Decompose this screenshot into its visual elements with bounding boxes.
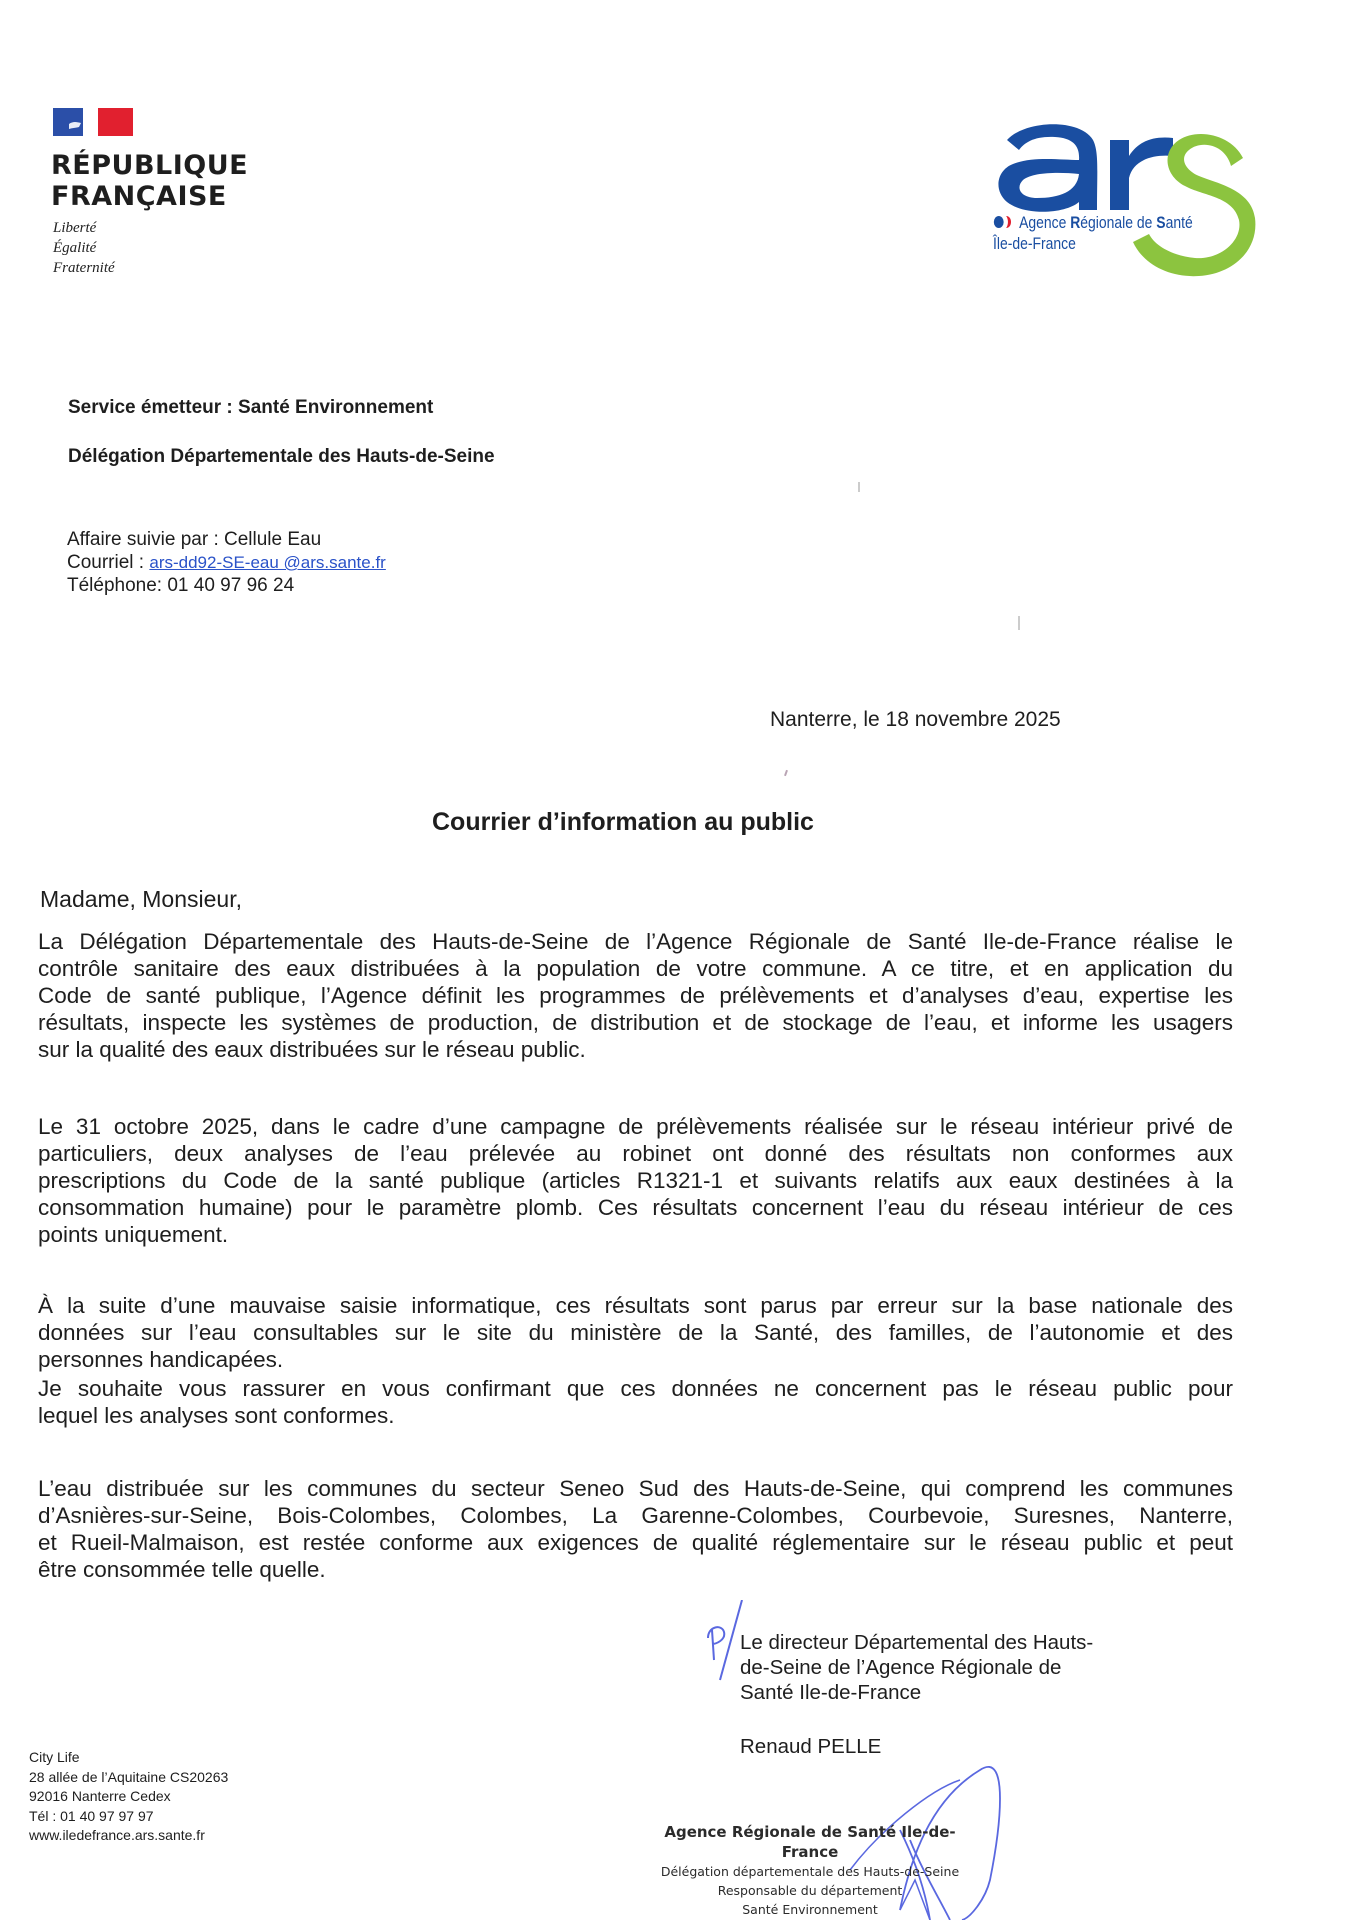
paragraph-5 (38, 1475, 1233, 1583)
text-line: données sur l’eau consultables sur le site du ministère de la Santé, des familles, de l’autonomie et des (38, 1320, 1233, 1345)
ars-agency-name: Agence Régionale de Santé Île-de-France (993, 213, 1193, 253)
motto-liberte: Liberté (53, 220, 97, 236)
text-line: Je souhaite vous rassurer en vous confirmant que ces données ne concernent pas le réseau public pour (38, 1376, 1233, 1401)
footer-line: 92016 Nanterre Cedex (29, 1788, 171, 1804)
signatory-title (740, 1630, 1093, 1705)
email-line (67, 551, 386, 574)
text-line: La Délégation Départementale des Hauts-de-Seine de l’Agence Régionale de Santé Ile-de-France réalise le (38, 929, 1233, 954)
republique-francaise-logo (51, 150, 248, 212)
text-line: être consommée telle quelle. (38, 1557, 326, 1582)
stamp-line: Délégation départementale des Hauts-de-Seine (660, 1864, 960, 1879)
text-line: L’eau distribuée sur les communes du secteur Seneo Sud des Hauts-de-Seine, qui comprend les communes (38, 1476, 1233, 1501)
service-emetteur: Service émetteur : Santé Environnement (68, 397, 434, 418)
stamp-line: Responsable du département (717, 1883, 903, 1898)
text-line: et Rueil-Malmaison, est restée conforme aux exigences de qualité réglementaire sur le réseau public et peut (38, 1530, 1233, 1555)
scan-artifact (784, 770, 788, 776)
salutation: Madame, Monsieur, (40, 886, 242, 912)
footer-address (29, 1748, 228, 1846)
footer-website[interactable]: www.iledefrance.ars.sante.fr (29, 1827, 205, 1843)
ars-region: Île-de-France (993, 234, 1076, 253)
rf-line2: FRANÇAISE (51, 181, 227, 212)
stamp-line: Agence Régionale de Santé Ile-de-France (664, 1823, 956, 1861)
footer-line: Tél : 01 40 97 97 97 (29, 1807, 154, 1824)
text-line: personnes handicapées. (38, 1347, 284, 1372)
official-stamp (640, 1822, 980, 1919)
text-line: particuliers, deux analyses de l’eau prélevée au robinet ont donné des résultats non conformes aux (38, 1141, 1233, 1166)
email-label: Courriel : (67, 552, 150, 573)
ars-dots-icon (993, 215, 1016, 229)
scan-artifact (858, 482, 860, 492)
text-line: prescriptions du Code de la santé publique (articles R1321-1 et suivants relatifs aux eaux destinées à la (38, 1168, 1233, 1193)
paragraph-3 (38, 1292, 1233, 1373)
signatory-title-line: de-Seine de l’Agence Régionale de (740, 1656, 1062, 1679)
motto-fraternite: Fraternité (53, 260, 115, 276)
text-line: sur la qualité des eaux distribuées sur le réseau public. (38, 1037, 586, 1062)
paragraph-1 (38, 928, 1233, 1063)
phone: Téléphone: 01 40 97 96 24 (67, 575, 295, 596)
text-line: d’Asnières-sur-Seine, Bois-Colombes, Colombes, La Garenne-Colombes, Courbevoie, Suresnes, Nanterre, (38, 1503, 1233, 1528)
text-line: Le 31 octobre 2025, dans le cadre d’une campagne de prélèvements réalisée sur le réseau intérieur privé de (38, 1114, 1233, 1139)
ars-logo-icon (985, 110, 1265, 290)
text-line: contrôle sanitaire des eaux distribuées à la population de votre commune. A ce titre, et en application du (38, 956, 1233, 981)
rf-motto (53, 218, 115, 278)
place-date: Nanterre, le 18 novembre 2025 (770, 708, 1061, 731)
stamp-line: Santé Environnement (742, 1902, 878, 1917)
text-line: À la suite d’une mauvaise saisie informatique, ces résultats sont parus par erreur sur la base nationale des (38, 1293, 1233, 1318)
text-line: lequel les analyses sont conformes. (38, 1403, 395, 1428)
text-line: Code de santé publique, l’Agence définit les programmes de prélèvements et d’analyses d’eau, expertise les (38, 983, 1233, 1008)
motto-egalite: Égalité (53, 240, 97, 256)
marianne-flag-icon (53, 108, 133, 136)
scan-artifact (1018, 616, 1020, 630)
footer-line: City Life (29, 1749, 80, 1765)
email-link[interactable]: ars-dd92-SE-eau @ars.sante.fr (149, 553, 386, 572)
paragraph-4 (38, 1375, 1233, 1429)
contact-block (67, 528, 386, 597)
text-line: consommation humaine) pour le paramètre plomb. Ces résultats concernent l’eau du réseau intérieur de ces (38, 1195, 1233, 1220)
signatory-name: Renaud PELLE (740, 1735, 882, 1758)
paragraph-2 (38, 1113, 1233, 1248)
signatory-title-line: Le directeur Départemental des Hauts- (740, 1631, 1094, 1654)
letter-title: Courrier d’information au public (432, 808, 814, 836)
signatory-title-line: Santé Ile-de-France (740, 1681, 922, 1704)
delegation: Délégation Départementale des Hauts-de-Seine (68, 446, 495, 467)
footer-line: 28 allée de l’Aquitaine CS20263 (29, 1768, 229, 1785)
rf-line1: RÉPUBLIQUE (51, 150, 249, 181)
text-line: résultats, inspecte les systèmes de production, de distribution et de stockage de l’eau, et informe les usagers (38, 1010, 1233, 1035)
followed-by: Affaire suivie par : Cellule Eau (67, 529, 322, 550)
text-line: points uniquement. (38, 1222, 229, 1247)
